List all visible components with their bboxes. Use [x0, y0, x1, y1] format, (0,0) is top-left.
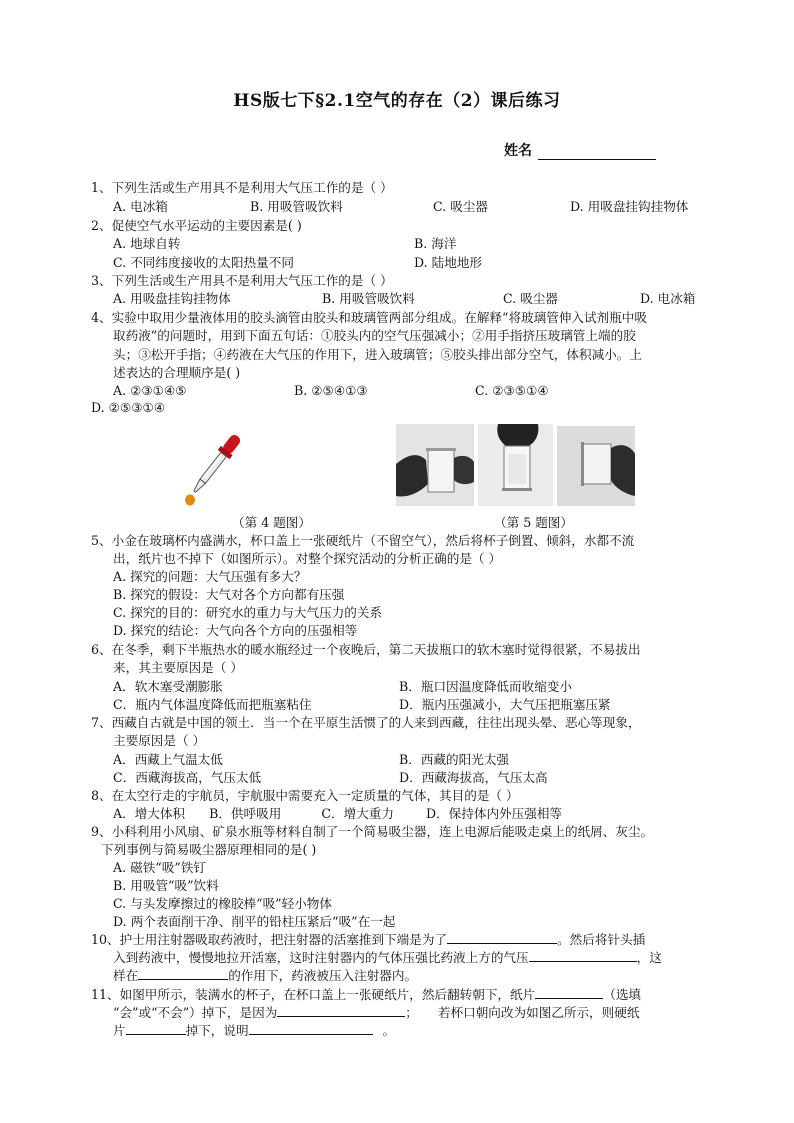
question-4-line-1: 4、实验中取用少量液体用的胶头滴管由胶头和玻璃管两部分组成。在解释“将玻璃管伸入试剂瓶中吸: [91, 310, 647, 325]
name-label: 姓名: [504, 143, 532, 159]
q5-option-a: A. 探究的问题：大气压强有多大？: [113, 569, 307, 584]
q5-option-c: C. 探究的目的：研究水的重力与大气压力的关系: [113, 605, 383, 620]
question-5-line-1: 5、小金在玻璃杯内盛满水，杯口盖上一张硬纸片（不留空气），然后将杯子倒置、倾斜，水都不流: [91, 533, 635, 548]
q6-option-b: B．瓶口因温度降低而收缩变小: [399, 679, 572, 694]
q11-blank-2[interactable]: [277, 1003, 405, 1017]
question-6-line-1: 6、在冬季，剩下半瓶热水的暖水瓶经过一个夜晚后，第二天拔瓶口的软木塞时觉得很紧，不易拔出: [91, 642, 641, 657]
question-4-line-2: 取药液”的问题时，用到下面五句话：①胶头内的空气压强减小；②用手指挤压玻璃管上端的胶: [113, 328, 636, 343]
question-7-line-1: 7、西藏自古就是中国的领土．当一个在平原生活惯了的人来到西藏，往往出现头晕、恶心等现象，: [91, 715, 641, 730]
q10-blank-3[interactable]: [138, 966, 228, 980]
q5-option-d: D. 探究的结论：大气向各个方向的压强相等: [113, 623, 358, 638]
question-9-line-1: 9、小科利用小风扇、矿泉水瓶等材料自制了一个简易吸尘器，连上电源后能吸走桌上的纸屑、灰尘。: [91, 824, 654, 839]
q6-option-a: A．软木塞受潮膨胀: [113, 679, 223, 694]
q9-option-a: A. 磁铁“吸”铁钉: [113, 860, 206, 875]
q9-option-b: B. 用吸管“吸”饮料: [113, 878, 219, 893]
q1-option-c: C. 吸尘器: [433, 199, 488, 214]
photo-cup-upright: [396, 424, 474, 506]
photo-cup-inverted: [478, 424, 553, 506]
name-field: [504, 140, 656, 160]
question-6-line-2: 来，其主要原因是（ ）: [113, 660, 243, 675]
q3-option-d: D. 电冰箱: [640, 291, 696, 306]
q4-option-a: A. ②③①④⑤: [113, 383, 187, 398]
q9-option-d: D. 两个表面削干净、削平的铅柱压紧后“吸”在一起: [113, 914, 396, 929]
figure-4-caption: （第 4 题图）: [232, 515, 311, 530]
question-4-line-3: 头；③松开手指；④药液在大气压的作用下，进入玻璃管；⑤胶头排出部分空气，体积减小。上: [113, 347, 642, 362]
q6-option-c: C．瓶内气体温度降低而把瓶塞粘住: [113, 697, 312, 712]
question-7-line-2: 主要原因是（ ）: [113, 733, 206, 748]
q7-option-b: B．西藏的阳光太强: [399, 752, 510, 767]
q4-option-c: C. ②③⑤①④: [475, 383, 549, 398]
question-10-line-2: 入到药液中，慢慢地拉开活塞，这时注射器内的气体压强比药液上方的气压 ，这: [113, 950, 662, 965]
question-9-line-2: 下列事例与简易吸尘器原理相同的是( ): [101, 842, 317, 857]
q1-option-a: A. 电冰箱: [113, 199, 168, 214]
q3-option-a: A. 用吸盘挂钩挂物体: [113, 291, 231, 306]
question-8: 8、在太空行走的宇航员，宇航服中需要充入一定质量的气体，其目的是（ ）: [91, 788, 519, 803]
q1-option-b: B. 用吸管吸饮料: [250, 199, 343, 214]
q4-option-d: D. ②⑤③①④: [91, 400, 166, 415]
q10-blank-2[interactable]: [529, 948, 637, 962]
question-11-line-3: 片 掉下，说明 。: [113, 1023, 396, 1038]
name-blank[interactable]: [538, 145, 656, 160]
question-11-line-2: “会”或“不会”）掉下，是因为 ； 若杯口朝向改为如图乙所示，则硬纸: [113, 1005, 640, 1020]
question-10-line-3: 样在 的作用下，药液被压入注射器内。: [113, 968, 418, 983]
question-2: 2、促使空气水平运动的主要因素是( ): [91, 218, 302, 233]
q9-option-c: C. 与头发摩擦过的橡胶棒“吸”轻小物体: [113, 896, 332, 911]
question-11-line-1: 11、如图甲所示，装满水的杯子，在杯口盖上一张硬纸片，然后翻转朝下，纸片 （选填: [91, 987, 641, 1002]
q2-option-c: C. 不同纬度接收的太阳热量不同: [113, 255, 294, 270]
q2-option-b: B. 海洋: [414, 236, 457, 251]
q7-option-a: A．西藏上气温太低: [113, 752, 223, 767]
question-5-line-2: 出，纸片也不掉下（如图所示）。对整个探究活动的分析正确的是（ ）: [113, 551, 502, 566]
q11-blank-4[interactable]: [249, 1021, 373, 1035]
question-4-line-4: 述表达的合理顺序是( ): [113, 365, 241, 380]
q1-option-d: D. 用吸盘挂钩挂物体: [570, 199, 689, 214]
q5-option-b: B. 探究的假设：大气对各个方向都有压强: [113, 587, 345, 602]
q2-option-a: A. 地球自转: [113, 236, 181, 251]
q7-option-d: D．西藏海拔高，气压太高: [399, 770, 548, 785]
liquid-drop: [185, 495, 195, 506]
figure-5-caption: （第 5 题图）: [494, 515, 573, 530]
q2-option-d: D. 陆地地形: [414, 255, 483, 270]
q8-options: A．增大体积 B．供呼吸用 C．增大重力 D．保持体内外压强相等: [113, 806, 563, 821]
q11-blank-1[interactable]: [535, 985, 603, 999]
question-3: 3、下列生活或生产用具不是利用大气压工作的是（ ）: [91, 273, 393, 288]
page-title: HS版七下§2.1空气的存在（2）课后练习: [233, 91, 561, 111]
q6-option-d: D．瓶内压强减小，大气压把瓶塞压紧: [399, 697, 611, 712]
q3-option-c: C. 吸尘器: [503, 291, 558, 306]
dropper-figure: [178, 426, 250, 508]
dropper-tube: [200, 452, 226, 483]
q4-option-b: B. ②⑤④①③: [294, 383, 368, 398]
q3-option-b: B. 用吸管吸饮料: [322, 291, 415, 306]
q11-blank-3[interactable]: [126, 1021, 186, 1035]
question-1: 1、下列生活或生产用具不是利用大气压工作的是（ ）: [91, 180, 393, 195]
question-10-line-1: 10、护士用注射器吸取药液时，把注射器的活塞推到下端是为了 。然后将针头插: [91, 932, 646, 947]
q7-option-c: C．西藏海拔高，气压太低: [113, 770, 262, 785]
q10-blank-1[interactable]: [447, 930, 557, 944]
photo-cup-tilted: [557, 426, 635, 506]
